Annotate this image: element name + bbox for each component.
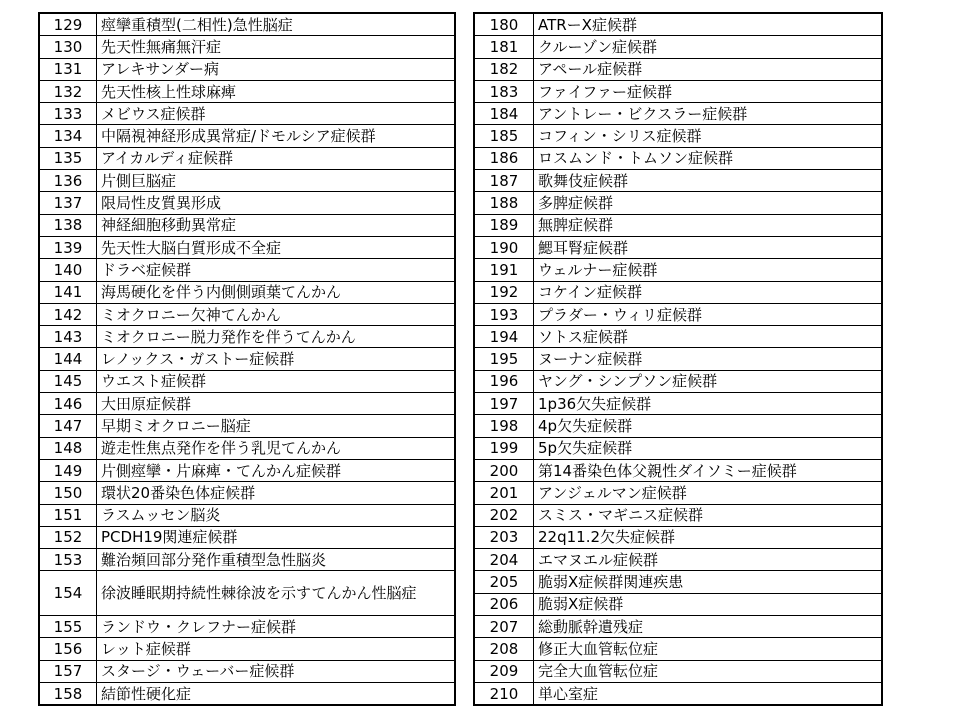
- table-row: [39, 170, 455, 192]
- table-row: [39, 415, 455, 437]
- table-row: [39, 80, 455, 102]
- row-number: 130: [39, 36, 97, 58]
- table-row: [474, 103, 882, 125]
- row-number: 197: [474, 393, 534, 415]
- table-row: [39, 437, 455, 459]
- row-number: 157: [39, 660, 97, 682]
- row-number: 208: [474, 638, 534, 660]
- disease-name: 難治頻回部分発作重積型急性脳炎: [97, 549, 456, 571]
- disease-name: 神経細胞移動異常症: [97, 214, 456, 236]
- disease-name: 先天性核上性球麻痺: [97, 80, 456, 102]
- disease-name: 1p36欠失症候群: [534, 393, 883, 415]
- row-number: 185: [474, 125, 534, 147]
- row-number: 147: [39, 415, 97, 437]
- row-number: 142: [39, 303, 97, 325]
- table-row: [39, 348, 455, 370]
- table-row: [474, 526, 882, 548]
- disease-name: メビウス症候群: [97, 103, 456, 125]
- left-disease-table: [38, 12, 456, 706]
- row-number: 199: [474, 437, 534, 459]
- row-number: 136: [39, 170, 97, 192]
- disease-name: 結節性硬化症: [97, 682, 456, 705]
- table-row: [474, 660, 882, 682]
- table-row: [474, 415, 882, 437]
- disease-name: 22q11.2欠失症候群: [534, 526, 883, 548]
- row-number: 183: [474, 80, 534, 102]
- table-row: [474, 214, 882, 236]
- row-number: 198: [474, 415, 534, 437]
- row-number: 135: [39, 147, 97, 169]
- table-row: [474, 682, 882, 705]
- table-row: [474, 303, 882, 325]
- row-number: 155: [39, 616, 97, 638]
- row-number: 146: [39, 393, 97, 415]
- disease-name: スミス・マギニス症候群: [534, 504, 883, 526]
- disease-name: 無脾症候群: [534, 214, 883, 236]
- disease-name: アンジェルマン症候群: [534, 482, 883, 504]
- disease-name: コフィン・シリス症候群: [534, 125, 883, 147]
- row-number: 153: [39, 549, 97, 571]
- table-row: [39, 682, 455, 705]
- disease-name: 片側痙攣・片麻痺・てんかん症候群: [97, 459, 456, 481]
- disease-name: ウエスト症候群: [97, 370, 456, 392]
- table-row: [39, 393, 455, 415]
- row-number: 156: [39, 638, 97, 660]
- disease-name: スタージ・ウェーバー症候群: [97, 660, 456, 682]
- disease-name: ウェルナー症候群: [534, 259, 883, 281]
- row-number: 182: [474, 58, 534, 80]
- disease-name: ランドウ・クレフナー症候群: [97, 616, 456, 638]
- table-row: [474, 616, 882, 638]
- table-row: [39, 147, 455, 169]
- row-number: 207: [474, 616, 534, 638]
- table-row: [39, 526, 455, 548]
- row-number: 144: [39, 348, 97, 370]
- table-row: [474, 236, 882, 258]
- disease-name: ドラベ症候群: [97, 259, 456, 281]
- row-number: 202: [474, 504, 534, 526]
- table-row: [474, 259, 882, 281]
- row-number: 141: [39, 281, 97, 303]
- row-number: 203: [474, 526, 534, 548]
- table-row: [474, 504, 882, 526]
- row-number: 148: [39, 437, 97, 459]
- table-row: [39, 103, 455, 125]
- table-row: [474, 13, 882, 36]
- disease-name: 遊走性焦点発作を伴う乳児てんかん: [97, 437, 456, 459]
- table-row: [474, 638, 882, 660]
- row-number: 137: [39, 192, 97, 214]
- table-row: [474, 370, 882, 392]
- table-row: [39, 616, 455, 638]
- disease-name: 中隔視神経形成異常症/ドモルシア症候群: [97, 125, 456, 147]
- row-number: 158: [39, 682, 97, 705]
- row-number: 191: [474, 259, 534, 281]
- table-row: [39, 660, 455, 682]
- disease-name: レノックス・ガストー症候群: [97, 348, 456, 370]
- row-number: 195: [474, 348, 534, 370]
- disease-name: 片側巨脳症: [97, 170, 456, 192]
- disease-name: 総動脈幹遺残症: [534, 616, 883, 638]
- table-row: [474, 125, 882, 147]
- row-number: 189: [474, 214, 534, 236]
- disease-name: 4p欠失症候群: [534, 415, 883, 437]
- row-number: 149: [39, 459, 97, 481]
- disease-name: 環状20番染色体症候群: [97, 482, 456, 504]
- disease-name: 痙攣重積型(二相性)急性脳症: [97, 13, 456, 36]
- row-number: 143: [39, 326, 97, 348]
- table-row: [39, 549, 455, 571]
- disease-name: ATRーX症候群: [534, 13, 883, 36]
- disease-name: ファイファー症候群: [534, 80, 883, 102]
- disease-name: クルーゾン症候群: [534, 36, 883, 58]
- table-row: [474, 549, 882, 571]
- table-row: [39, 13, 455, 36]
- row-number: 190: [474, 236, 534, 258]
- disease-name: アレキサンダー病: [97, 58, 456, 80]
- table-row: [474, 147, 882, 169]
- table-row: [39, 281, 455, 303]
- row-number: 134: [39, 125, 97, 147]
- disease-name: 脆弱X症候群関連疾患: [534, 571, 883, 593]
- disease-name: ヤング・シンプソン症候群: [534, 370, 883, 392]
- table-row: [39, 459, 455, 481]
- table-row: [474, 281, 882, 303]
- row-number: 180: [474, 13, 534, 36]
- row-number: 201: [474, 482, 534, 504]
- table-row: [39, 482, 455, 504]
- disease-name: 早期ミオクロニー脳症: [97, 415, 456, 437]
- disease-name: 先天性無痛無汗症: [97, 36, 456, 58]
- row-number: 131: [39, 58, 97, 80]
- table-row: [39, 259, 455, 281]
- disease-name: エマヌエル症候群: [534, 549, 883, 571]
- table-row: [474, 80, 882, 102]
- disease-name: 5p欠失症候群: [534, 437, 883, 459]
- row-number: 145: [39, 370, 97, 392]
- right-disease-table: [473, 12, 883, 706]
- row-number: 129: [39, 13, 97, 36]
- table-row: [39, 370, 455, 392]
- table-row: [39, 326, 455, 348]
- table-row: [39, 214, 455, 236]
- disease-name: ミオクロニー脱力発作を伴うてんかん: [97, 326, 456, 348]
- disease-name: 大田原症候群: [97, 393, 456, 415]
- table-row: [474, 348, 882, 370]
- disease-name: 歌舞伎症候群: [534, 170, 883, 192]
- table-row: [39, 236, 455, 258]
- row-number: 205: [474, 571, 534, 593]
- row-number: 138: [39, 214, 97, 236]
- disease-name: プラダー・ウィリ症候群: [534, 303, 883, 325]
- disease-name: 鰓耳腎症候群: [534, 236, 883, 258]
- row-number: 206: [474, 593, 534, 615]
- table-row: [39, 571, 455, 616]
- row-number: 196: [474, 370, 534, 392]
- table-row: [474, 36, 882, 58]
- row-number: 181: [474, 36, 534, 58]
- table-row: [474, 459, 882, 481]
- disease-name: アペール症候群: [534, 58, 883, 80]
- disease-name: 修正大血管転位症: [534, 638, 883, 660]
- disease-name: アイカルディ症候群: [97, 147, 456, 169]
- disease-name: ラスムッセン脳炎: [97, 504, 456, 526]
- row-number: 140: [39, 259, 97, 281]
- table-row: [474, 571, 882, 593]
- disease-name: 単心室症: [534, 682, 883, 705]
- row-number: 132: [39, 80, 97, 102]
- disease-name: 脆弱X症候群: [534, 593, 883, 615]
- table-row: [39, 638, 455, 660]
- disease-name: 海馬硬化を伴う内側側頭葉てんかん: [97, 281, 456, 303]
- disease-name: PCDH19関連症候群: [97, 526, 456, 548]
- row-number: 152: [39, 526, 97, 548]
- row-number: 154: [39, 571, 97, 616]
- table-row: [474, 393, 882, 415]
- disease-name: 完全大血管転位症: [534, 660, 883, 682]
- disease-name: ヌーナン症候群: [534, 348, 883, 370]
- row-number: 150: [39, 482, 97, 504]
- disease-name: 第14番染色体父親性ダイソミー症候群: [534, 459, 883, 481]
- table-row: [474, 192, 882, 214]
- row-number: 139: [39, 236, 97, 258]
- disease-name: コケイン症候群: [534, 281, 883, 303]
- row-number: 133: [39, 103, 97, 125]
- disease-name: ミオクロニー欠神てんかん: [97, 303, 456, 325]
- table-row: [474, 482, 882, 504]
- row-number: 200: [474, 459, 534, 481]
- row-number: 187: [474, 170, 534, 192]
- row-number: 184: [474, 103, 534, 125]
- disease-name: 先天性大脳白質形成不全症: [97, 236, 456, 258]
- disease-name: ロスムンド・トムソン症候群: [534, 147, 883, 169]
- table-row: [474, 437, 882, 459]
- disease-name: レット症候群: [97, 638, 456, 660]
- table-row: [39, 192, 455, 214]
- table-row: [39, 303, 455, 325]
- row-number: 186: [474, 147, 534, 169]
- table-row: [474, 326, 882, 348]
- table-row: [474, 593, 882, 615]
- row-number: 194: [474, 326, 534, 348]
- disease-name: アントレー・ビクスラー症候群: [534, 103, 883, 125]
- row-number: 193: [474, 303, 534, 325]
- table-row: [474, 170, 882, 192]
- disease-name: 徐波睡眠期持続性棘徐波を示すてんかん性脳症: [97, 571, 456, 616]
- table-row: [39, 504, 455, 526]
- table-row: [39, 36, 455, 58]
- table-row: [39, 125, 455, 147]
- table-row: [474, 58, 882, 80]
- row-number: 188: [474, 192, 534, 214]
- disease-name: 限局性皮質異形成: [97, 192, 456, 214]
- row-number: 209: [474, 660, 534, 682]
- row-number: 204: [474, 549, 534, 571]
- table-row: [39, 58, 455, 80]
- disease-name: ソトス症候群: [534, 326, 883, 348]
- row-number: 151: [39, 504, 97, 526]
- row-number: 192: [474, 281, 534, 303]
- disease-name: 多脾症候群: [534, 192, 883, 214]
- row-number: 210: [474, 682, 534, 705]
